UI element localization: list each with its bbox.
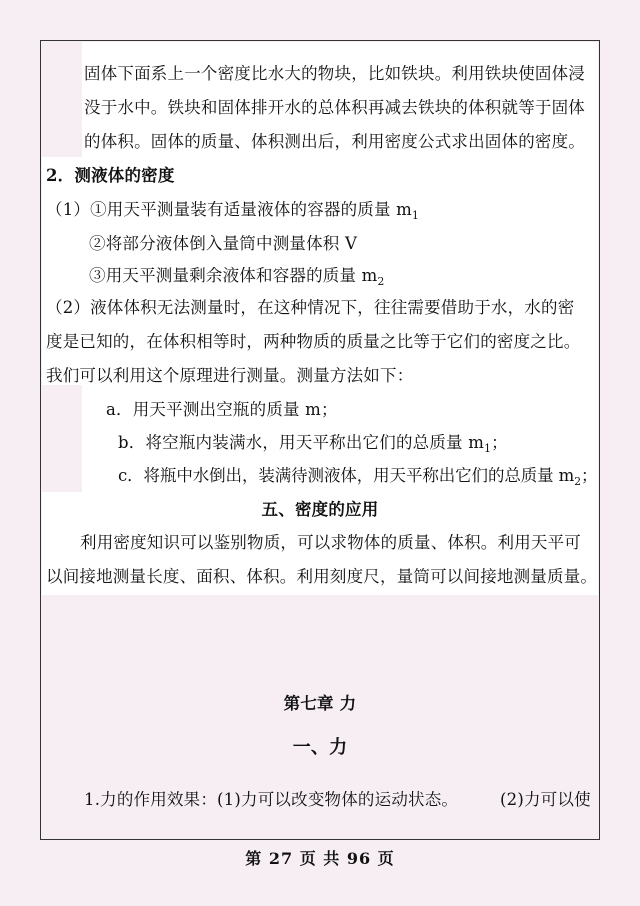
step-1-text: （1）①用天平测量装有适量液体的容器的质量 m — [46, 200, 412, 219]
method-c-text: c．将瓶中水倒出，装满待测液体，用天平称出它们的总质量 m — [118, 466, 575, 485]
step-3-text: ③用天平测量剩余液体和容器的质量 m — [89, 266, 378, 285]
step-1-line — [46, 200, 419, 226]
method-b — [118, 433, 508, 459]
paragraph-line: (2)力可以使 — [500, 790, 591, 809]
section-title-force: 一、力 — [292, 737, 348, 758]
subscript: 1 — [412, 208, 420, 222]
paragraph-line: （2）液体体积无法测量时，在这种情况下，往往需要借助于水，水的密 — [46, 298, 575, 317]
paragraph-line: 固体下面系上一个密度比水大的物块，比如铁块。利用铁块使固体浸 — [84, 64, 585, 83]
paragraph-line: 的体积。固体的质量、体积测出后，利用密度公式求出固体的密度。 — [84, 132, 585, 151]
section-heading-density-application: 五、密度的应用 — [261, 500, 379, 519]
method-c-tail: ； — [580, 466, 598, 485]
subscript: 2 — [574, 474, 581, 488]
method-b-tail: ； — [491, 433, 508, 452]
paragraph-line: 以间接地测量长度、面积、体积。利用刻度尺，量筒可以间接地测量质量。 — [46, 567, 598, 586]
subscript: 1 — [484, 441, 492, 455]
paragraph-line: 度是已知的，在体积相等时，两种物质的质量之比等于它们的密度之比。 — [46, 332, 581, 351]
step-2-line: ②将部分液体倒入量筒中测量体积 V — [89, 234, 358, 253]
section-heading-liquid-density: 2．测液体的密度 — [46, 166, 175, 185]
method-c — [118, 466, 597, 492]
chapter-title: 第七章 力 — [283, 694, 357, 713]
method-b-text: b．将空瓶内装满水，用天平称出它们的总质量 m — [118, 433, 485, 452]
step-3-line — [89, 266, 385, 292]
paragraph-line: 我们可以利用这个原理进行测量。测量方法如下： — [46, 366, 414, 385]
subscript: 2 — [377, 274, 385, 288]
paragraph-line: 1.力的作用效果：(1)力可以改变物体的运动状态。 — [84, 790, 459, 809]
paragraph-line: 利用密度知识可以鉴别物质，可以求物体的质量、体积。利用天平可 — [80, 533, 581, 552]
page-number-footer: 第 27 页 共 96 页 — [245, 849, 395, 868]
method-a: a．用天平测出空瓶的质量 m； — [106, 400, 338, 419]
paragraph-line: 没于水中。铁块和固体排开水的总体积再减去铁块的体积就等于固体 — [84, 98, 585, 117]
